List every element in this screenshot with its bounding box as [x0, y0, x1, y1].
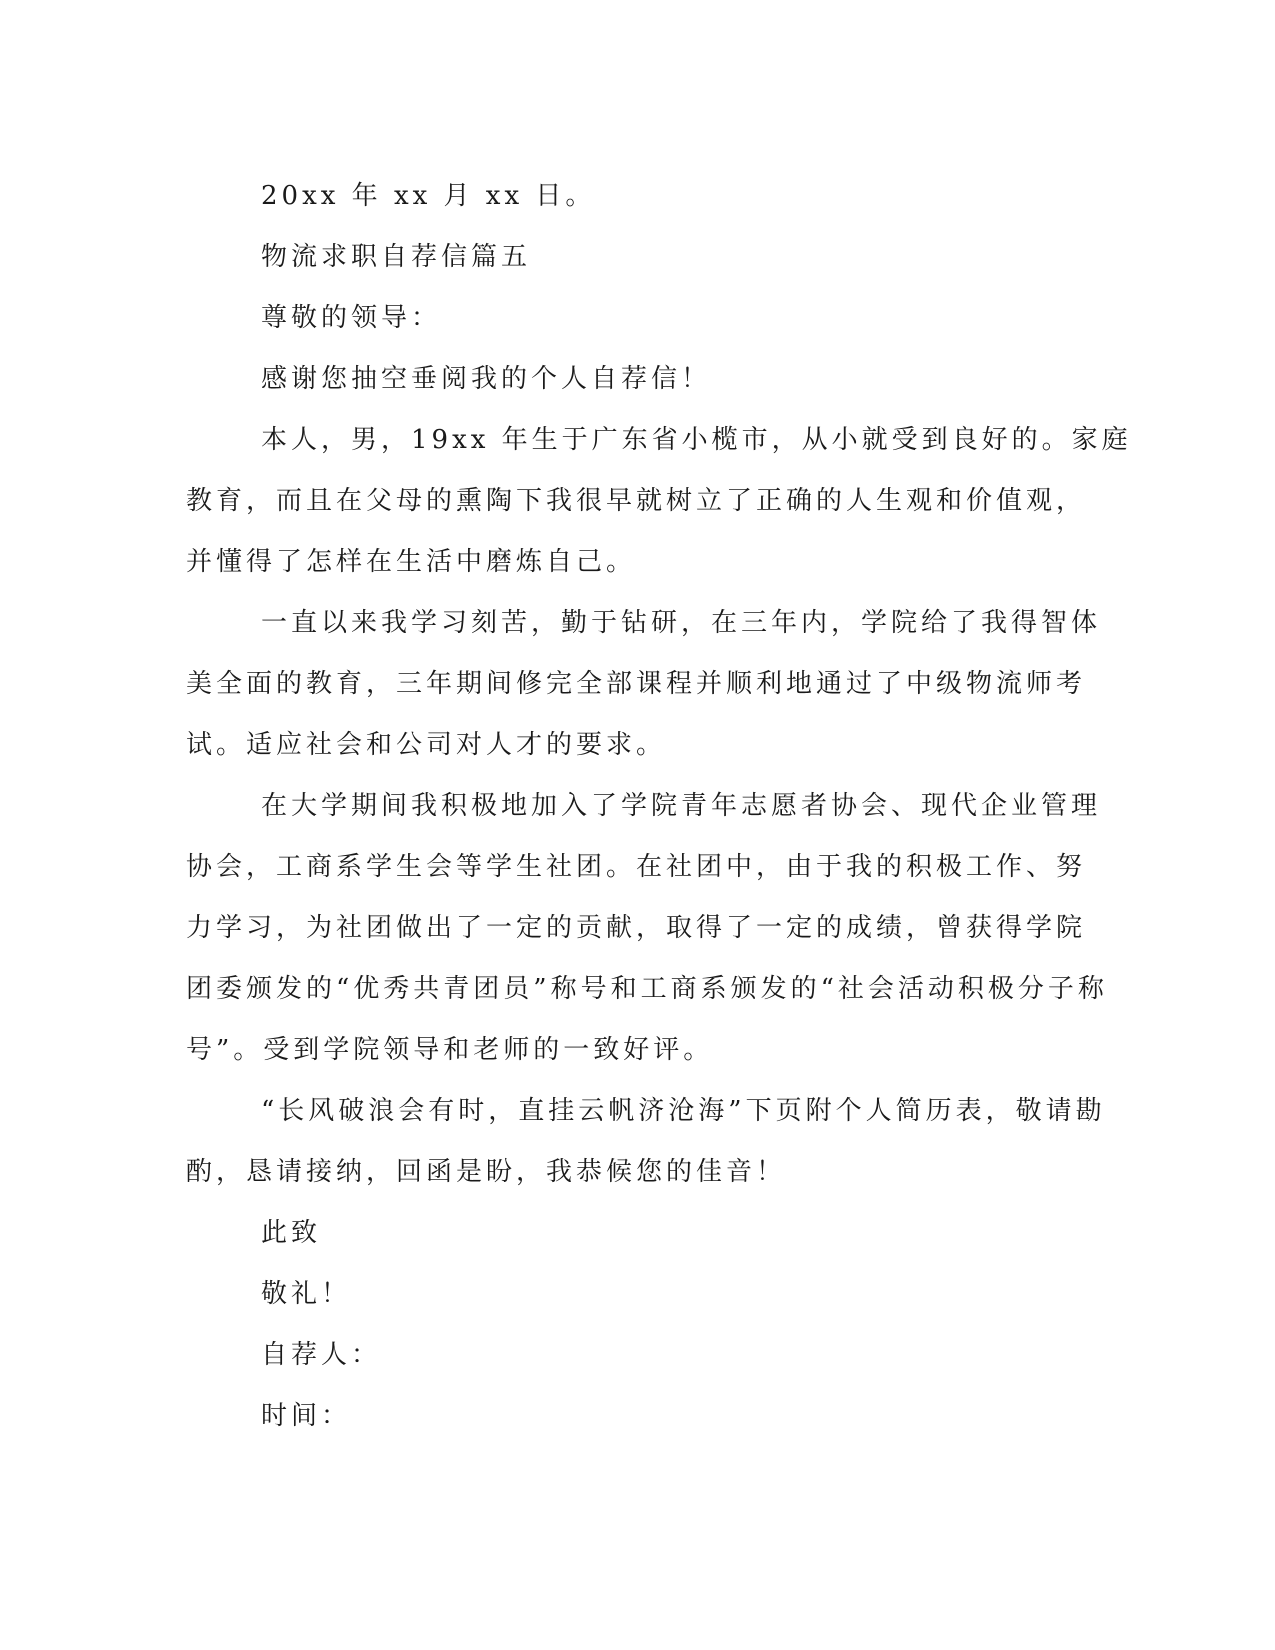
opening-line: 感谢您抽空垂阅我的个人自荐信！: [261, 364, 712, 394]
paragraph-3-line-1: 在大学期间我积极地加入了学院青年志愿者协会、现代企业管理: [261, 791, 1102, 821]
closing-salute: 敬礼！: [261, 1279, 352, 1309]
closing-regards: 此致: [261, 1218, 322, 1248]
paragraph-2-line-3: 试。适应社会和公司对人才的要求。: [186, 730, 667, 760]
letter-body: [186, 166, 1132, 1447]
paragraph-3-line-4: 团委颁发的“优秀共青团员”称号和工商系颁发的“社会活动积极分子称: [186, 974, 1108, 1004]
date-line: 20xx 年 xx 月 xx 日。: [261, 181, 596, 211]
salutation: 尊敬的领导：: [261, 303, 442, 333]
date-label: 时间：: [261, 1401, 352, 1431]
paragraph-1-line-2: 教育，而且在父母的熏陶下我很早就树立了正确的人生观和价值观，: [186, 486, 1087, 516]
paragraph-2-line-2: 美全面的教育，三年期间修完全部课程并顺利地通过了中级物流师考: [186, 669, 1087, 699]
paragraph-1-line-3: 并懂得了怎样在生活中磨炼自己。: [186, 547, 637, 577]
paragraph-4-line-2: 酌，恳请接纳，回函是盼，我恭候您的佳音！: [186, 1157, 787, 1187]
paragraph-3-line-3: 力学习，为社团做出了一定的贡献，取得了一定的成绩，曾获得学院: [186, 913, 1087, 943]
signature-label: 自荐人：: [261, 1340, 382, 1370]
paragraph-4-line-1: “长风破浪会有时，直挂云帆济沧海”下页附个人简历表，敬请勘: [261, 1096, 1106, 1126]
paragraph-3-line-2: 协会，工商系学生会等学生社团。在社团中，由于我的积极工作、努: [186, 852, 1087, 882]
paragraph-1-line-1: 本人，男，19xx 年生于广东省小榄市，从小就受到良好的。家庭: [261, 425, 1132, 455]
letter-title: 物流求职自荐信篇五: [261, 242, 532, 272]
paragraph-3-line-5: 号”。受到学院领导和老师的一致好评。: [186, 1035, 714, 1065]
paragraph-2-line-1: 一直以来我学习刻苦，勤于钻研，在三年内，学院给了我得智体: [261, 608, 1102, 638]
